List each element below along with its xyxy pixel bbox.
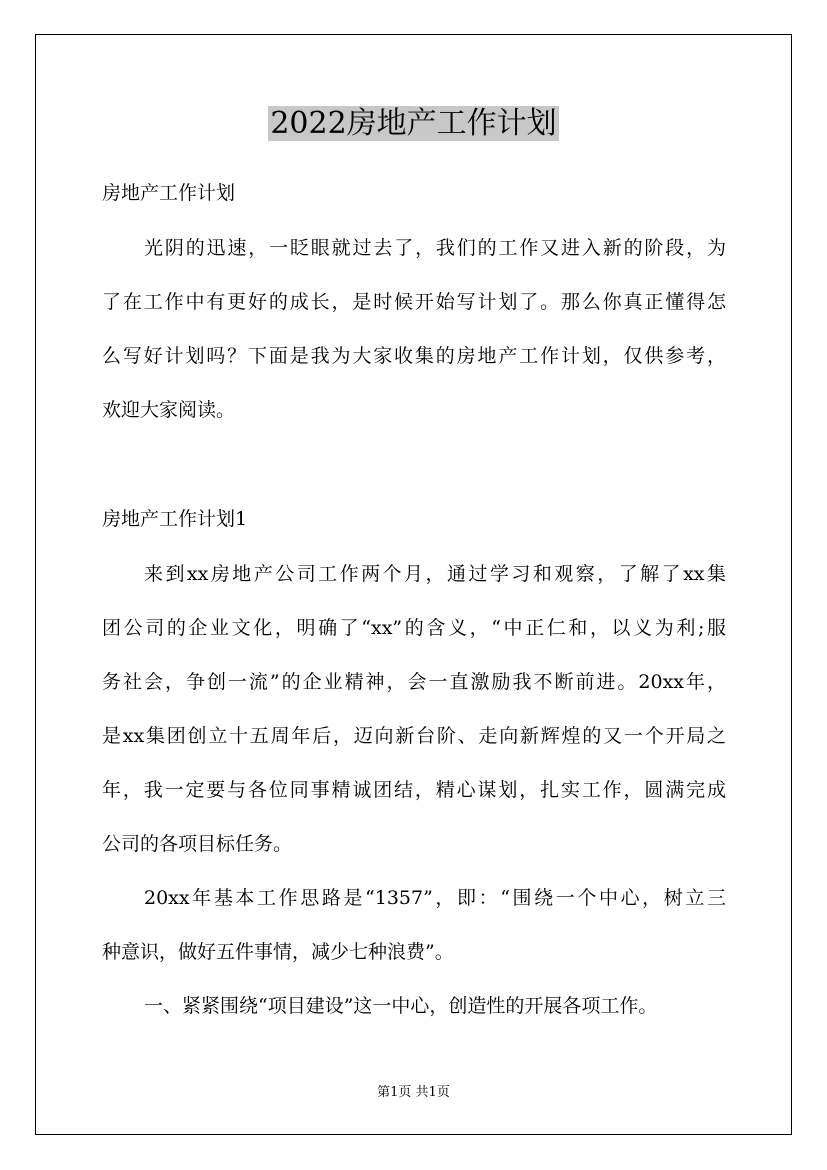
section-heading: 房地产工作计划1 [102, 508, 248, 530]
paragraph-line: 公司的各项目标任务。 [102, 833, 293, 855]
document-title [0, 104, 827, 144]
paragraph-line: 20xx年基本工作思路是“1357”，即：“围绕一个中心，树立三 [144, 887, 726, 909]
paragraph-line: 一、紧紧围绕“项目建设”这一中心，创造性的开展各项工作。 [144, 995, 658, 1017]
section-heading: 房地产工作计划 [102, 182, 236, 204]
paragraph-line: 年，我一定要与各位同事精诚团结，精心谋划，扎实工作，圆满完成 [102, 779, 726, 801]
paragraph-line: 务社会，争创一流”的企业精神，会一直激励我不断前进。20xx年， [102, 671, 726, 693]
page-footer: 第1页 共1页 [377, 1085, 450, 1100]
paragraph-line: 光阴的迅速，一眨眼就过去了，我们的工作又进入新的阶段，为 [144, 237, 726, 259]
document-title-text: 2022房地产工作计划 [270, 106, 557, 141]
paragraph-line: 了在工作中有更好的成长，是时候开始写计划了。那么你真正懂得怎 [102, 291, 726, 313]
paragraph-line: 来到xx房地产公司工作两个月，通过学习和观察，了解了xx集 [144, 563, 726, 585]
paragraph-line: 么写好计划吗？下面是我为大家收集的房地产工作计划，仅供参考， [102, 345, 726, 367]
paragraph-line: 欢迎大家阅读。 [102, 399, 236, 421]
paragraph-line: 团公司的企业文化，明确了“xx”的含义，“中正仁和，以义为利;服 [102, 617, 726, 639]
paragraph-line: 是xx集团创立十五周年后，迈向新台阶、走向新辉煌的又一个开局之 [102, 725, 726, 747]
paragraph-line: 种意识，做好五件事情，减少七种浪费”。 [102, 941, 454, 963]
